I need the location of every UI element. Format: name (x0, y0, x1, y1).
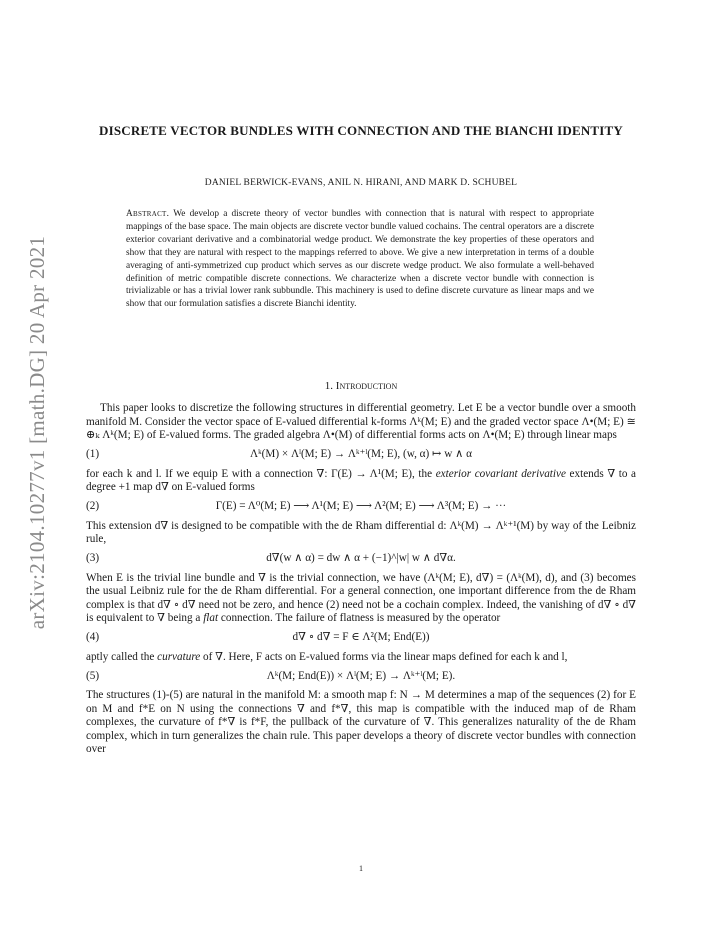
arxiv-identifier: arXiv:2104.10277v1 [math.DG] 20 Apr 2021 (25, 235, 50, 629)
equation-number: (3) (86, 552, 100, 565)
paragraph-intro: This paper looks to discretize the following structures in differential geometry. Let E be a vector bundle over a smooth manifold M. Consider the vector space of E-valued differential k-forms Λᵏ(M; E) and the graded vector space Λ•(M; E) ≅ ⊕ₖ Λᵏ(M; E) of E-valued forms. The graded algebra Λ•(M) of differential forms acts on Λ•(M; E) through linear maps (86, 402, 636, 441)
equation-2 (86, 495, 636, 520)
emphasis-term: curvature (157, 650, 201, 663)
paper-title: DISCRETE VECTOR BUNDLES WITH CONNECTION AND THE BIANCHI IDENTITY (98, 123, 624, 138)
equation-number: (4) (86, 631, 100, 644)
body-text (86, 402, 636, 757)
text-run: When E is the trivial line bundle and ∇ is the trivial connection, we have (Λᵏ(M; E), d∇) = (Λᵏ(M), d), and (3) becomes the usual Leibniz rule for the de Rham differential. For a general connection, one important difference from the de Rham complex is that d∇ ∘ d∇ need not be zero, and hence (2) need not be a cochain complex. Indeed, the vanishing of d∇ ∘ d∇ is equivalent to ∇ being a (86, 571, 636, 624)
author-list: DANIEL BERWICK-EVANS, ANIL N. HIRANI, AND MARK D. SCHUBEL (204, 178, 518, 188)
equation-body: Λᵏ(M; End(E)) × Λˡ(M; E) → Λᵏ⁺ˡ(M; E). (266, 669, 456, 682)
equation-number: (5) (86, 669, 100, 682)
text-run: for each k and l. If we equip E with a connection ∇: Γ(E) → Λ¹(M; E), the (86, 467, 433, 480)
equation-5 (86, 664, 636, 689)
equation-body: d∇(w ∧ α) = dw ∧ α + (−1)^|w| w ∧ d∇α. (266, 552, 456, 565)
emphasis-term: exterior covariant derivative (435, 467, 566, 480)
section-number: 1. (324, 380, 334, 392)
equation-number: (2) (86, 500, 100, 513)
abstract (126, 208, 594, 311)
paragraph-leibniz: This extension d∇ is designed to be compatible with the de Rham differential d: Λᵏ(M) → Λᵏ⁺¹(M) by way of the Leibniz rule, (86, 519, 636, 545)
equation-4 (86, 626, 636, 651)
section-heading (86, 380, 636, 392)
paragraph-curvature (86, 651, 636, 665)
text-run: extends ∇ to a degree +1 map d∇ on E-valued forms (86, 467, 637, 493)
emphasis-term: flat (203, 612, 219, 624)
equation-3 (86, 547, 636, 572)
arxiv-sidebar-stamp (18, 212, 58, 652)
equation-body: Γ(E) = Λ⁰(M; E) ⟶ Λ¹(M; E) ⟶ Λ²(M; E) ⟶ Λ³(M; E) → ··· (215, 500, 507, 513)
text-run: connection. The failure of flatness is measured by the operator (220, 612, 501, 624)
text-run: aptly called the (86, 650, 155, 663)
paragraph-connection (86, 468, 636, 495)
equation-1 (86, 443, 636, 468)
abstract-heading: Abstract. (126, 209, 170, 219)
equation-body: Λᵏ(M) × Λˡ(M; E) → Λᵏ⁺ˡ(M; E), (w, α) ↦ w ∧ α (250, 448, 472, 461)
page-number: 1 (359, 864, 363, 873)
section-title: Introduction (335, 380, 398, 392)
equation-body: d∇ ∘ d∇ = F ∈ Λ²(M; End(E)) (292, 631, 430, 644)
text-run: of ∇. Here, F acts on E-valued forms via the linear maps defined for each k and l, (203, 650, 568, 663)
abstract-text: We develop a discrete theory of vector bundles with connection that is natural with respect to appropriate mappings of the base space. The main objects are discrete vector bundle valued cochains. The central operators are a discrete exterior covariant derivative and a combinatorial wedge product. We demonstrate the key properties of these operators and show that they are natural with respect to the mappings referred to above. We give a new interpretation in terms of a double averaging of anti-symmetrized cup product which serves as our discrete wedge product. We also formulate a well-behaved definition of metric compatible discrete connections. We characterize when a discrete vector bundle with connection is trivializable or has a trivial lower rank subbundle. This machinery is used to define discrete curvature as linear maps and we show that our formulation satisfies a discrete Bianchi identity. (126, 209, 595, 310)
paragraph-flatness (86, 572, 636, 626)
paragraph-naturality: The structures (1)-(5) are natural in the manifold M: a smooth map f: N → M determines a map of the sequences (2) for E on M and f*E on N using the connections ∇ and f*∇, this map is compatible with the induced map of de Rham complexes, the curvature of f*∇ is f*F, the pullback of the curvature of ∇. This generalizes naturality of the de Rham complex, which in turn generalizes the chain rule. This paper develops a theory of discrete vector bundles with connection over (86, 689, 636, 755)
equation-number: (1) (86, 448, 100, 461)
